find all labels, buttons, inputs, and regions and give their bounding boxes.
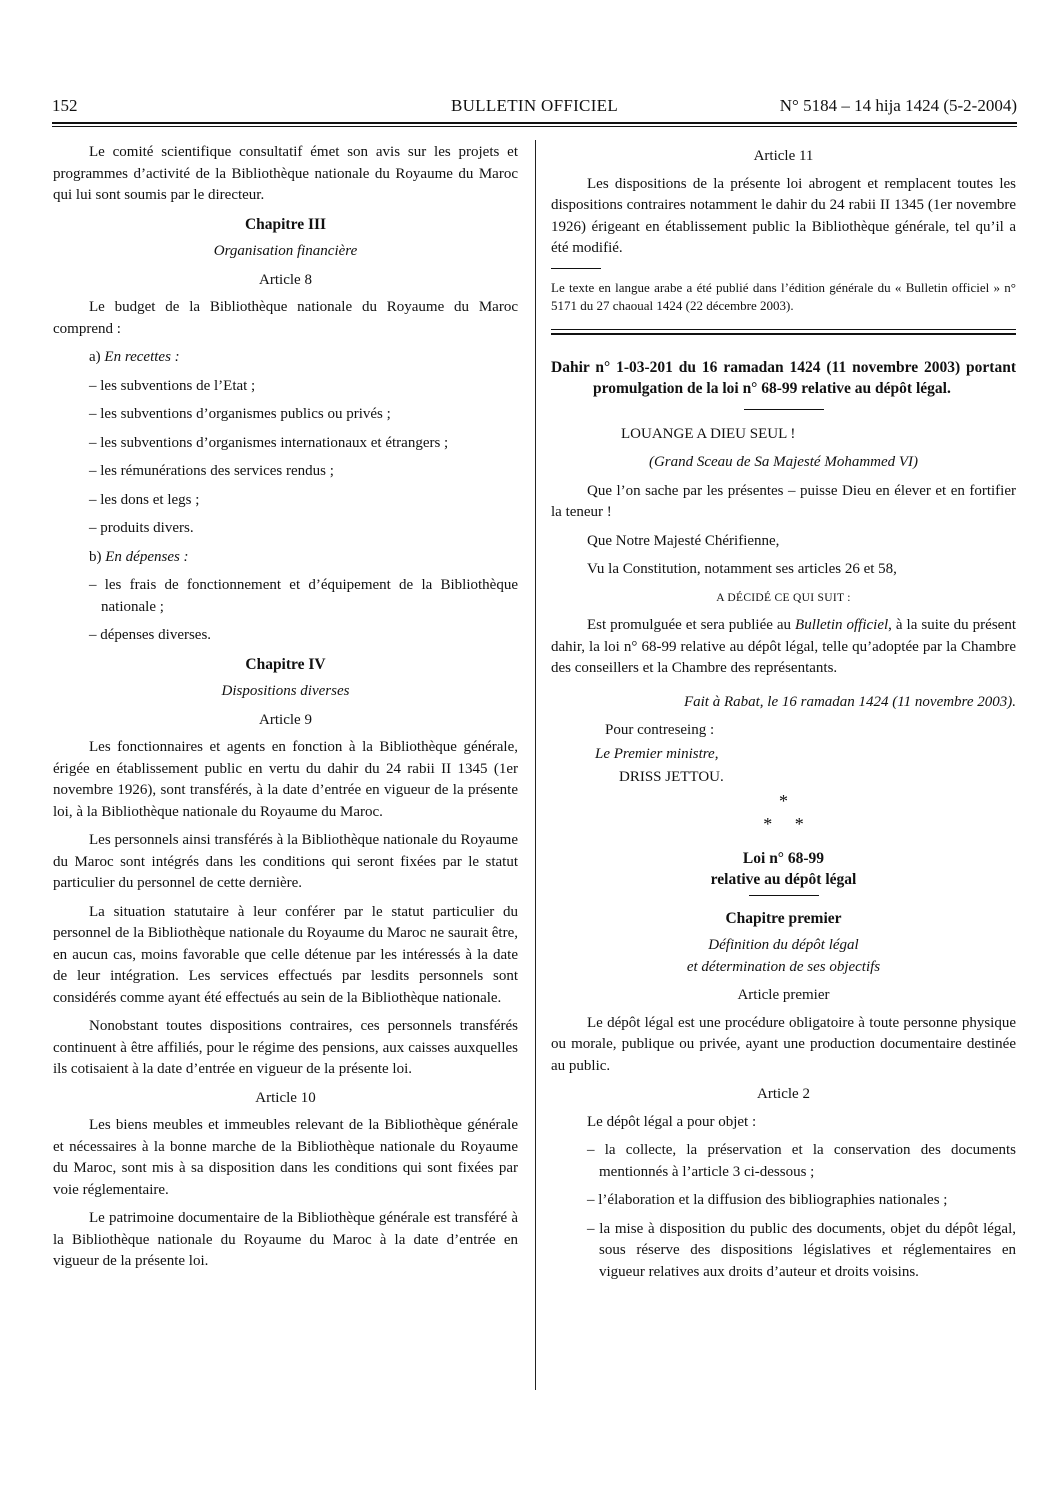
list-heading: a) En recettes : [89, 349, 180, 365]
paragraph: Les dispositions de la présente loi abrogent et remplacent toutes les dispositions contraires notamment le dahir du 24 rabii II 1345 (1er novembre 1926) érigeant en établissement public la Bibliothèque générale, tel qu’il a été modifié. [551, 175, 1016, 256]
separator-stars: * * [763, 814, 804, 834]
title-rule [744, 409, 824, 410]
list-item: – l’élaboration et la diffusion des bibliographies nationales ; [587, 1192, 948, 1208]
paragraph: Le patrimoine documentaire de la Bibliothèque générale est transféré à la Bibliothèque nationale du Royaume du Maroc à la date d’entrée en vigueur de la présente loi. [53, 1210, 518, 1269]
article-heading: Article 11 [753, 148, 814, 164]
left-column [53, 142, 518, 1280]
list-item: – les subventions d’organismes internationaux et étrangers ; [89, 434, 449, 451]
publication-title: BULLETIN OFFICIEL [450, 96, 619, 115]
paragraph: Le budget de la Bibliothèque nationale du Royaume du Maroc comprend : [53, 299, 518, 337]
dahir-title: Dahir n° 1-03-201 du 16 ramadan 1424 (11 novembre 2003) portant promulgation de la loi n° 68-99 relative au dépôt légal. [551, 358, 1016, 397]
paragraph: Que Notre Majesté Chérifienne, [587, 532, 780, 549]
invocation: LOUANGE A DIEU SEUL ! [621, 425, 796, 442]
paragraph: Les biens meubles et immeubles relevant de la Bibliothèque générale et nécessaires à la bonne marche de la Bibliothèque nationale du Royaume du Maroc, sont mis à sa disposition dans les conditions qui sont fixées par voie réglementaire. [53, 1117, 518, 1198]
list-item: – dépenses diverses. [89, 627, 212, 643]
paragraph: Le dépôt légal a pour objet : [587, 1113, 757, 1130]
list-item: – les rémunérations des services rendus ; [89, 463, 334, 479]
list-item: – produits divers. [89, 520, 194, 536]
article-heading: Article 2 [757, 1086, 810, 1102]
law-title: Loi n° 68-99 [742, 849, 825, 867]
paragraph: Les personnels ainsi transférés à la Bibliothèque nationale du Royaume du Maroc sont intégrés dans les conditions qui seront fixées par le statut particulier du personnel de cette dernière. [53, 832, 518, 891]
chapter-subtitle: Organisation financière [213, 243, 358, 259]
title-rule [749, 895, 819, 896]
separator-star: * [779, 790, 788, 811]
section-rule-thick [551, 333, 1016, 335]
decision-line: A DÉCIDÉ CE QUI SUIT : [716, 591, 851, 604]
article-heading: Article 8 [259, 271, 312, 288]
section-rule [551, 329, 1016, 330]
seal-line: (Grand Sceau de Sa Majesté Mohammed VI) [648, 454, 919, 470]
paragraph: Les fonctionnaires et agents en fonction à la Bibliothèque générale, érigée en établissement public en vertu du dahir du 24 rabii II 1345 (1er novembre 1926), sont transférés, à la date d’entrée en vigueur de la présente loi, à la Bibliothèque nationale du Royaume du Maroc. [53, 739, 518, 820]
chapter-subtitle: et détermination de ses objectifs [686, 958, 881, 975]
issue-reference: N° 5184 – 14 hija 1424 (5-2-2004) [779, 96, 1017, 115]
paragraph: Le dépôt légal est une procédure obligatoire à toute personne physique ou morale, publique ou privée, ayant une production documentaire destinée au public. [551, 1014, 1016, 1074]
signatory-name: DRISS JETTOU. [619, 769, 724, 785]
chapter-subtitle: Dispositions diverses [221, 683, 350, 699]
article-heading: Article 10 [255, 1089, 316, 1106]
paragraph: Vu la Constitution, notamment ses articles 26 et 58, [587, 561, 897, 577]
paragraph: Le comité scientifique consultatif émet son avis sur les projets et programmes d’activité de la Bibliothèque nationale du Royaume du Maroc qui lui sont soumis par le directeur. [53, 144, 518, 203]
header-rule [52, 122, 1017, 124]
article-heading: Article premier [737, 987, 830, 1003]
article-heading: Article 9 [259, 711, 312, 728]
list-item: – les dons et legs ; [89, 491, 200, 508]
list-heading: b) En dépenses : [89, 548, 189, 565]
list-item: – les subventions d’organismes publics ou privés ; [89, 406, 391, 422]
header-rule-thin [52, 126, 1017, 127]
list-item: – la collecte, la préservation et la conservation des documents mentionnés à l’article 3 ci-dessous ; [587, 1142, 1016, 1180]
countersign-label: Pour contreseing : [605, 722, 715, 738]
signatory-title: Le Premier ministre, [595, 745, 719, 762]
signature-date: Fait à Rabat, le 16 ramadan 1424 (11 novembre 2003). [683, 693, 1016, 710]
paragraph: Que l’on sache par les présentes – puisse Dieu en élever et en fortifier la teneur ! [551, 482, 1016, 520]
paragraph: La situation statutaire à leur conférer par le statut particulier du personnel de la Bibliothèque nationale du Royaume du Maroc ne saurait être, en aucun cas, moins favorable que celle détenue par les intéressés à la date de leur intégration. Les services effectués par lesdits personnels sont considérés comme ayant été effectués au sein de la Bibliothèque nationale. [53, 903, 518, 1006]
right-column [551, 142, 1016, 1290]
chapter-subtitle: Définition du dépôt légal [708, 937, 859, 953]
chapter-heading: Chapitre IV [245, 655, 326, 673]
chapter-heading: Chapitre III [244, 215, 327, 233]
page-header [52, 92, 1017, 118]
law-subtitle: relative au dépôt légal [710, 871, 857, 888]
chapter-heading: Chapitre premier [725, 909, 842, 927]
paragraph: Nonobstant toutes dispositions contraires, ces personnels transférés continuent à être affiliés, pour le régime des pensions, aux caisses auxquelles ils cotisaient à la date d’entrée en vigueur de la présente loi. [53, 1018, 518, 1077]
column-divider [535, 140, 536, 1390]
list-item: – la mise à disposition du public des documents, objet du dépôt légal, sous réserve des dispositions législatives et réglementaires en vigueur relatives aux droits d’auteur et droits voisins. [587, 1220, 1016, 1280]
list-item: – les frais de fonctionnement et d’équipement de la Bibliothèque nationale ; [89, 577, 518, 615]
page-number: 152 [52, 96, 78, 115]
list-item: – les subventions de l’Etat ; [89, 377, 256, 394]
publication-note: Le texte en langue arabe a été publié dans l’édition générale du « Bulletin officiel » n° 5171 du 27 chaoual 1424 (22 décembre 2003). [551, 279, 1016, 313]
separator-rule [551, 268, 601, 269]
paragraph: Est promulguée et sera publiée au Bulletin officiel, à la suite du présent dahir, la loi n° 68-99 relative au dépôt légal, telle qu’adoptée par la Chambre des conseillers et la Chambre des représentants. [551, 617, 1016, 676]
